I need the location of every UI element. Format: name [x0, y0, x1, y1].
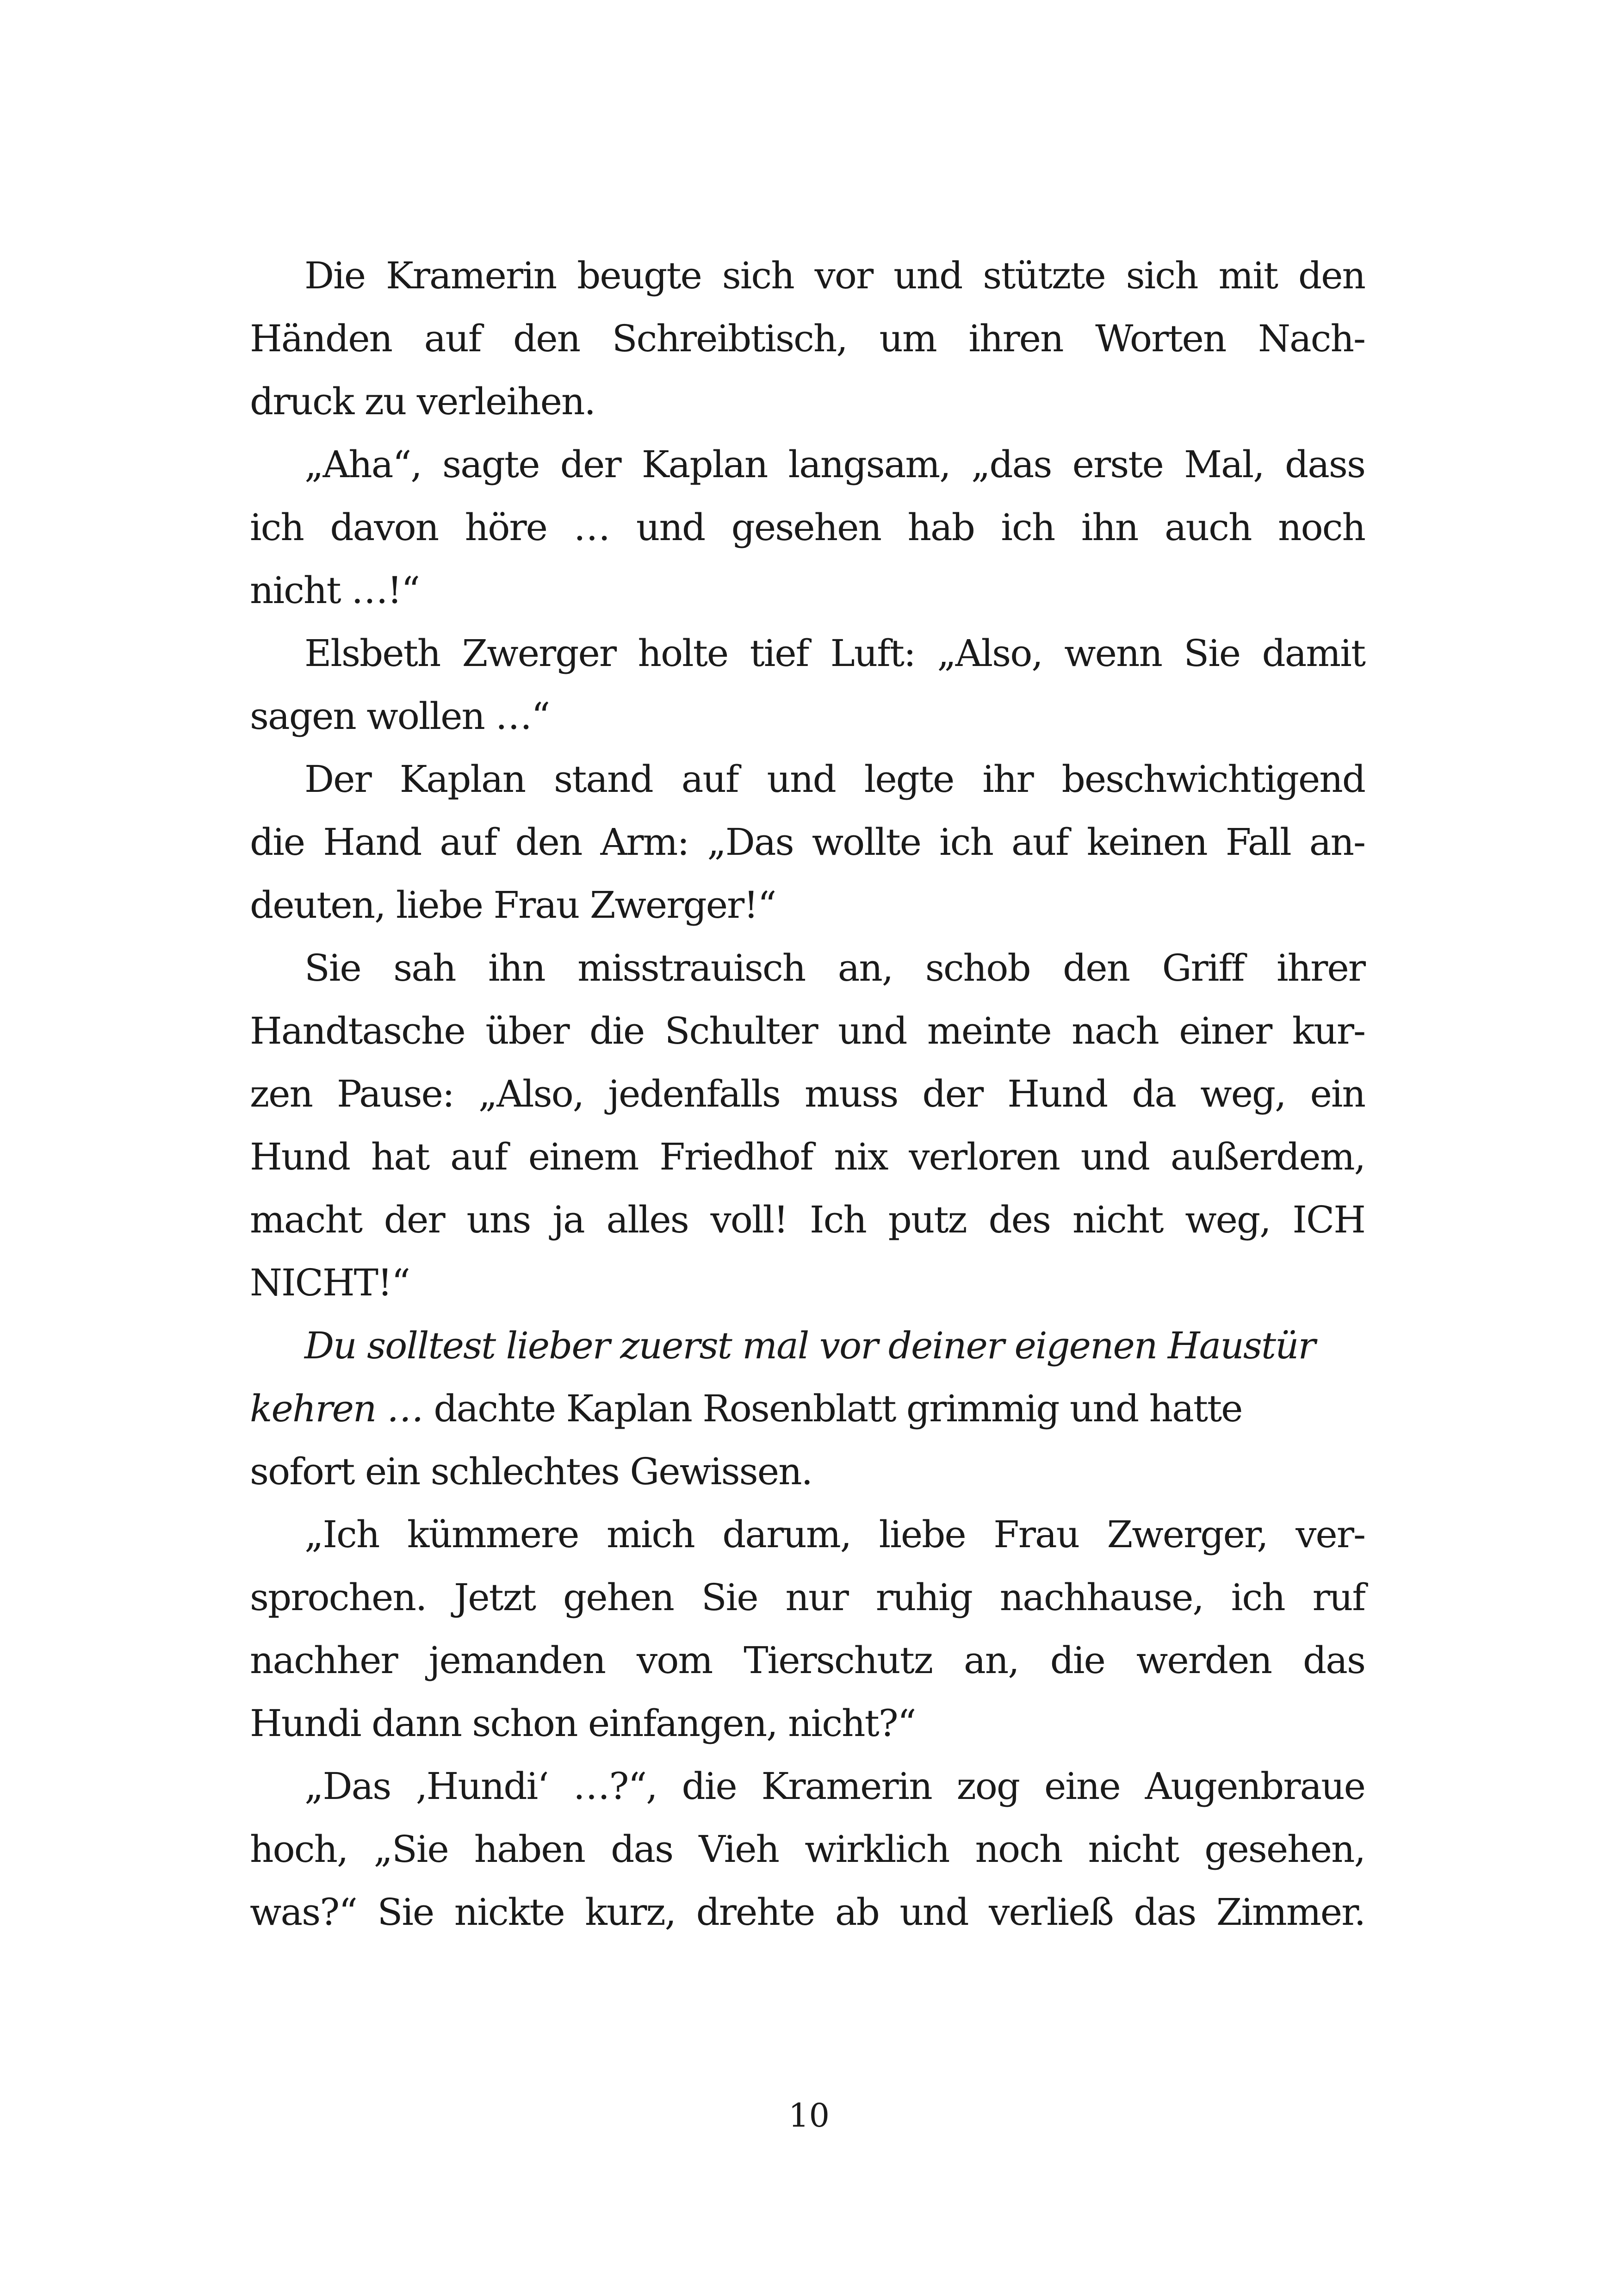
text-line: „Aha“, sagte der Kaplan langsam, „das erste Mal, dass [304, 443, 1365, 486]
text-line: deuten, liebe Frau Zwerger!“ [250, 884, 776, 927]
text-line: sprochen. Jetzt gehen Sie nur ruhig nachhause, ich ruf [250, 1576, 1365, 1619]
text-line-italic: Du solltest lieber zuerst mal vor deiner eigenen Haustür [304, 1324, 1315, 1367]
text-line: ich davon höre … und gesehen hab ich ihn auch noch [250, 506, 1365, 549]
italic-fragment: kehren … [250, 1387, 423, 1430]
text-line: Hund hat auf einem Friedhof nix verloren und außerdem, [250, 1135, 1365, 1178]
roman-fragment: dachte Kaplan Rosenblatt grimmig und hatte [422, 1387, 1242, 1430]
text-line: druck zu verleihen. [250, 380, 595, 423]
text-line: Hundi dann schon einfangen, nicht?“ [250, 1702, 916, 1745]
text-line: hoch, „Sie haben das Vieh wirklich noch nicht gesehen, [250, 1828, 1365, 1871]
text-line: Händen auf den Schreibtisch, um ihren Worten Nach- [250, 317, 1365, 360]
text-line: Handtasche über die Schulter und meinte nach einer kur- [250, 1009, 1365, 1052]
text-line: Die Kramerin beugte sich vor und stützte sich mit den [304, 254, 1365, 297]
text-line: die Hand auf den Arm: „Das wollte ich auf keinen Fall an- [250, 821, 1365, 864]
body-text [250, 244, 1365, 1944]
text-line: nachher jemanden vom Tierschutz an, die werden das [250, 1639, 1365, 1682]
text-line: macht der uns ja alles voll! Ich putz des nicht weg, ICH [250, 1198, 1365, 1241]
text-line: NICHT!“ [250, 1261, 409, 1304]
text-line: sagen wollen …“ [250, 695, 550, 738]
text-line: Der Kaplan stand auf und legte ihr beschwichtigend [304, 758, 1365, 801]
text-line: zen Pause: „Also, jedenfalls muss der Hund da weg, ein [250, 1072, 1365, 1115]
text-line: „Das ‚Hundi‘ …?“, die Kramerin zog eine Augenbraue [304, 1765, 1365, 1808]
text-line: „Ich kümmere mich darum, liebe Frau Zwerger, ver- [304, 1513, 1365, 1556]
page-number: 10 [788, 2097, 830, 2134]
text-line: nicht …!“ [250, 569, 420, 612]
text-line: Elsbeth Zwerger holte tief Luft: „Also, wenn Sie damit [304, 632, 1365, 675]
text-line: Sie sah ihn misstrauisch an, schob den Griff ihrer [304, 946, 1365, 989]
text-line-mixed [250, 1377, 1365, 1440]
text-line: was?“ Sie nickte kurz, drehte ab und verließ das Zimmer. [250, 1891, 1365, 1934]
text-line: sofort ein schlechtes Gewissen. [250, 1450, 812, 1493]
